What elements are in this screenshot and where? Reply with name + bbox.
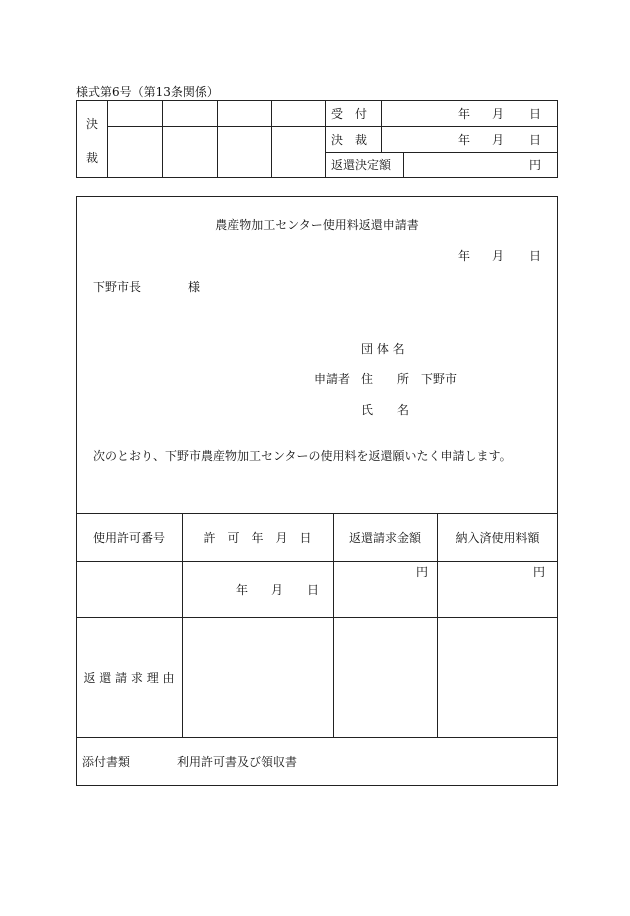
decision-year: 年 [458,133,471,147]
approval-block [76,100,558,178]
attachment-label: 添付書類 [82,755,131,769]
form-title: 農産物加工センター使用料返還申請書 [215,218,419,232]
header-permit-date: 許 可 年 月 日 [203,531,312,545]
honorific: 様 [188,280,201,294]
application-date-year: 年 [458,249,471,263]
header-paid-fee-amount: 納入済使用料額 [455,531,540,545]
application-form [76,196,558,786]
application-date-day: 日 [529,249,542,263]
address-label: 住 所 [361,372,410,386]
permit-date-month: 月 [271,583,284,597]
name-label: 氏 名 [361,403,410,417]
received-label: 受 付 [331,107,368,121]
org-name-label: 団 体 名 [361,342,405,356]
approval-label-bottom: 裁 [86,151,99,165]
received-day: 日 [529,107,542,121]
header-permit-number: 使用許可番号 [92,531,165,545]
permit-date-day: 日 [307,583,320,597]
refund-reason-label: 返 還 請 求 理 由 [83,671,175,685]
attachment-value: 利用許可書及び領収書 [177,755,298,769]
approval-label-top: 決 [86,117,99,131]
paid-fee-yen: 円 [533,565,546,579]
address-value: 下野市 [421,372,458,386]
received-month: 月 [492,107,505,121]
refund-amount-yen: 円 [416,565,429,579]
body-text: 次のとおり、下野市農産物加工センターの使用料を返還願いたく申請します。 [93,449,512,463]
application-date-month: 月 [492,249,505,263]
header-refund-request-amount: 返還請求金額 [348,531,421,545]
applicant-label: 申請者 [314,372,351,386]
received-year: 年 [458,107,471,121]
decision-month: 月 [492,133,505,147]
refund-decision-label: 返還決定額 [331,158,392,172]
decision-day: 日 [529,133,542,147]
decision-label: 決 裁 [331,133,368,147]
refund-decision-yen: 円 [529,158,542,172]
addressee: 下野市長 [93,280,142,294]
form-number: 様式第6号（第13条関係） [76,85,219,99]
permit-date-year: 年 [236,583,249,597]
